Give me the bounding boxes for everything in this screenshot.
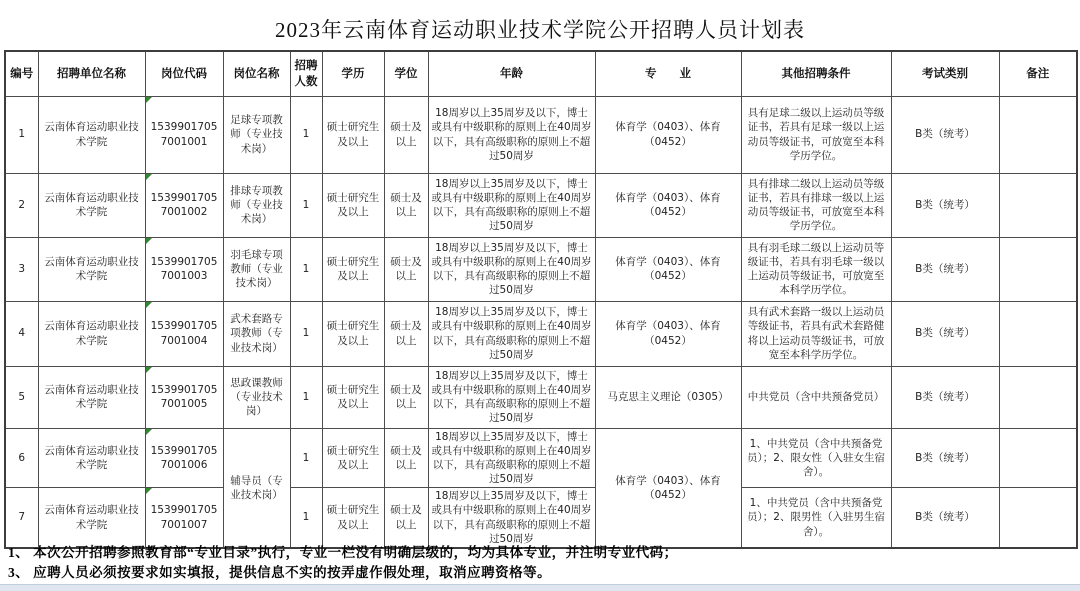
cell-remark: [999, 237, 1077, 301]
cell-age: 18周岁以上35周岁及以下，博士或具有中级职称的原则上在40周岁以下，具有高级职称的原则上不超过50周岁: [428, 96, 595, 173]
cell-edu: 硕士研究生及以上: [322, 488, 384, 548]
cell-unit: 云南体育运动职业技术学院: [38, 173, 145, 237]
footnote-line: 3、 应聘人员必须按要求如实填报，提供信息不实的按弄虚作假处理，取消应聘资格等。: [8, 564, 552, 580]
cell-unit: 云南体育运动职业技术学院: [38, 366, 145, 428]
cell-error-indicator-icon: [146, 429, 152, 435]
cell-post: 思政课教师（专业技术岗）: [223, 366, 290, 428]
col-header-code: 岗位代码: [145, 51, 223, 96]
cell-count: 1: [290, 173, 322, 237]
cell-major: 体育学（0403）、体育（0452）: [595, 301, 741, 366]
cell-remark: [999, 301, 1077, 366]
cell-other: 具有排球二级以上运动员等级证书，若具有排球一级以上运动员等级证书，可放宽至本科学历学位。: [741, 173, 891, 237]
cell-unit: 云南体育运动职业技术学院: [38, 301, 145, 366]
cell-other: 具有武术套路一级以上运动员等级证书，若具有武术套路健将以上运动员等级证书，可放宽至本科学历学位。: [741, 301, 891, 366]
cell-count: 1: [290, 237, 322, 301]
col-header-remark: 备注: [999, 51, 1077, 96]
cell-exam: B类（统考）: [891, 488, 999, 548]
cell-post: 足球专项教师（专业技术岗）: [223, 96, 290, 173]
col-header-unit: 招聘单位名称: [38, 51, 145, 96]
cell-age: 18周岁以上35周岁及以下，博士或具有中级职称的原则上在40周岁以下，具有高级职称的原则上不超过50周岁: [428, 237, 595, 301]
code-text: 15399017057001007: [150, 504, 218, 531]
cell-count: 1: [290, 301, 322, 366]
table-header-row: [5, 51, 1077, 96]
cell-exam: B类（统考）: [891, 301, 999, 366]
cell-post: 武术套路专项教师（专业技术岗）: [223, 301, 290, 366]
code-text: 15399017057001004: [150, 320, 218, 347]
cell-code: [145, 488, 223, 548]
table-row: [5, 428, 1077, 488]
cell-age: 18周岁以上35周岁及以下，博士或具有中级职称的原则上在40周岁以下，具有高级职称的原则上不超过50周岁: [428, 301, 595, 366]
col-header-degree: 学位: [384, 51, 428, 96]
cell-major-merged: 体育学（0403）、体育（0452）: [595, 428, 741, 548]
cell-degree: 硕士及以上: [384, 428, 428, 488]
code-text: 15399017057001001: [150, 121, 218, 148]
cell-post: 排球专项教师（专业技术岗）: [223, 173, 290, 237]
cell-no: 2: [5, 173, 38, 237]
cell-no: 6: [5, 428, 38, 488]
cell-remark: [999, 96, 1077, 173]
cell-edu: 硕士研究生及以上: [322, 237, 384, 301]
cell-error-indicator-icon: [146, 174, 152, 180]
cell-other: 1、中共党员（含中共预备党员）；2、限女性（入驻女生宿舍）。: [741, 428, 891, 488]
page-title: 2023年云南体育运动职业技术学院公开招聘人员计划表: [275, 18, 805, 42]
cell-major: 体育学（0403）、体育（0452）: [595, 96, 741, 173]
cell-post: 羽毛球专项教师（专业技术岗）: [223, 237, 290, 301]
col-header-major: 专 业: [595, 51, 741, 96]
cell-edu: 硕士研究生及以上: [322, 301, 384, 366]
cell-other: 中共党员（含中共预备党员）: [741, 366, 891, 428]
cell-exam: B类（统考）: [891, 428, 999, 488]
cell-degree: 硕士及以上: [384, 173, 428, 237]
recruitment-table: [4, 50, 1078, 549]
cell-remark: [999, 366, 1077, 428]
cell-error-indicator-icon: [146, 97, 152, 103]
cell-code: [145, 366, 223, 428]
table-row: [5, 237, 1077, 301]
cell-code: [145, 301, 223, 366]
cell-age: 18周岁以上35周岁及以下，博士或具有中级职称的原则上在40周岁以下，具有高级职称的原则上不超过50周岁: [428, 366, 595, 428]
cell-major: 体育学（0403）、体育（0452）: [595, 173, 741, 237]
cell-count: 1: [290, 428, 322, 488]
cell-remark: [999, 428, 1077, 488]
cell-degree: 硕士及以上: [384, 301, 428, 366]
cell-age: 18周岁以上35周岁及以下，博士或具有中级职称的原则上在40周岁以下，具有高级职称的原则上不超过50周岁: [428, 488, 595, 548]
cell-degree: 硕士及以上: [384, 237, 428, 301]
cell-count: 1: [290, 366, 322, 428]
cell-unit: 云南体育运动职业技术学院: [38, 428, 145, 488]
cell-no: 1: [5, 96, 38, 173]
cell-error-indicator-icon: [146, 488, 152, 494]
col-header-exam: 考试类别: [891, 51, 999, 96]
cell-unit: 云南体育运动职业技术学院: [38, 96, 145, 173]
cell-no: 5: [5, 366, 38, 428]
bottom-band: [0, 584, 1080, 591]
col-header-count: 招聘人数: [290, 51, 322, 96]
cell-code: [145, 173, 223, 237]
cell-no: 7: [5, 488, 38, 548]
col-header-post: 岗位名称: [223, 51, 290, 96]
cell-major: 马克思主义理论（0305）: [595, 366, 741, 428]
cell-error-indicator-icon: [146, 302, 152, 308]
cell-code: [145, 237, 223, 301]
cell-edu: 硕士研究生及以上: [322, 96, 384, 173]
table-row: [5, 366, 1077, 428]
cell-other: 1、中共党员（含中共预备党员）；2、限男性（入驻男生宿舍）。: [741, 488, 891, 548]
cell-other: 具有羽毛球二级以上运动员等级证书，若具有羽毛球一级以上运动员等级证书，可放宽至本科学历学位。: [741, 237, 891, 301]
footnotes: [8, 543, 1072, 582]
cell-exam: B类（统考）: [891, 366, 999, 428]
cell-count: 1: [290, 488, 322, 548]
cell-age: 18周岁以上35周岁及以下，博士或具有中级职称的原则上在40周岁以下，具有高级职称的原则上不超过50周岁: [428, 428, 595, 488]
table-row: [5, 173, 1077, 237]
cell-unit: 云南体育运动职业技术学院: [38, 237, 145, 301]
cell-edu: 硕士研究生及以上: [322, 428, 384, 488]
code-text: 15399017057001002: [150, 191, 218, 218]
cell-exam: B类（统考）: [891, 96, 999, 173]
cell-other: 具有足球二级以上运动员等级证书，若具有足球一级以上运动员等级证书，可放宽至本科学历学位。: [741, 96, 891, 173]
cell-major: 体育学（0403）、体育（0452）: [595, 237, 741, 301]
table-row: [5, 488, 1077, 548]
cell-error-indicator-icon: [146, 238, 152, 244]
code-text: 15399017057001005: [150, 383, 218, 410]
cell-code: [145, 96, 223, 173]
cell-no: 3: [5, 237, 38, 301]
cell-count: 1: [290, 96, 322, 173]
cell-edu: 硕士研究生及以上: [322, 173, 384, 237]
cell-age: 18周岁以上35周岁及以下，博士或具有中级职称的原则上在40周岁以下，具有高级职称的原则上不超过50周岁: [428, 173, 595, 237]
cell-remark: [999, 488, 1077, 548]
footnote-line: 1、 本次公开招聘参照教育部“专业目录”执行，专业一栏没有明确层级的，均为具体专业，并注明专业代码；: [8, 545, 678, 560]
col-header-edu: 学历: [322, 51, 384, 96]
cell-degree: 硕士及以上: [384, 488, 428, 548]
cell-remark: [999, 173, 1077, 237]
cell-edu: 硕士研究生及以上: [322, 366, 384, 428]
cell-code: [145, 428, 223, 488]
cell-error-indicator-icon: [146, 367, 152, 373]
cell-exam: B类（统考）: [891, 173, 999, 237]
col-header-age: 年龄: [428, 51, 595, 96]
col-header-other: 其他招聘条件: [741, 51, 891, 96]
cell-exam: B类（统考）: [891, 237, 999, 301]
cell-degree: 硕士及以上: [384, 96, 428, 173]
cell-post-merged: 辅导员（专业技术岗）: [223, 428, 290, 548]
code-text: 15399017057001006: [150, 444, 218, 471]
cell-no: 4: [5, 301, 38, 366]
cell-degree: 硕士及以上: [384, 366, 428, 428]
table-row: [5, 96, 1077, 173]
col-header-no: 编号: [5, 51, 38, 96]
table-row: [5, 301, 1077, 366]
code-text: 15399017057001003: [150, 255, 218, 282]
cell-unit: 云南体育运动职业技术学院: [38, 488, 145, 548]
